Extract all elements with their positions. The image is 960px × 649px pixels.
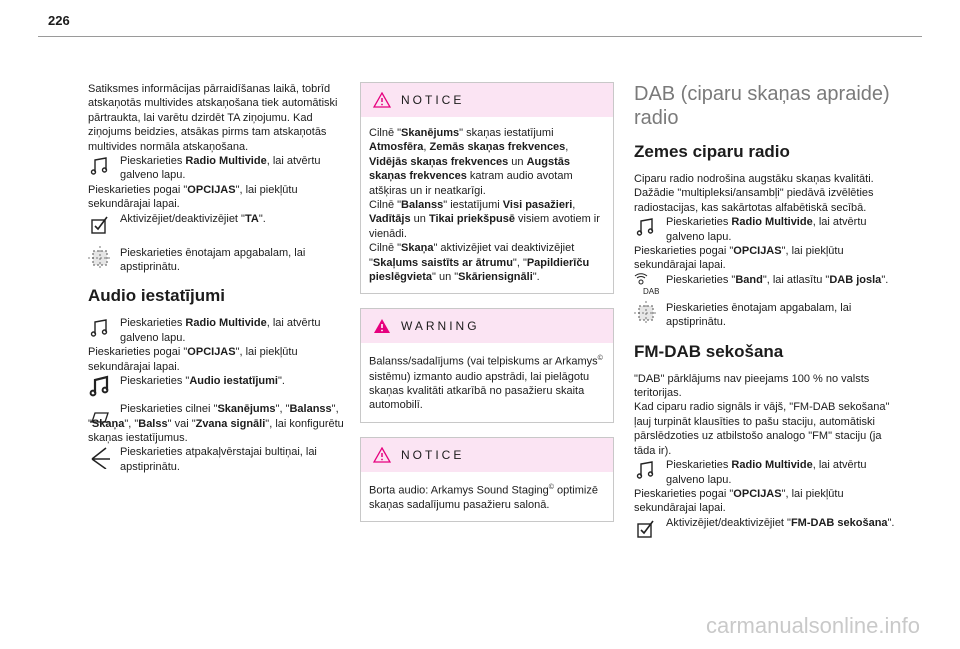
dab-step-band: DAB Pieskarieties "Band", lai atlasītu "DAB josla". (634, 273, 896, 301)
heading-audio-settings: Audio iestatījumi (88, 286, 225, 306)
step-options: Pieskarieties pogai "OPCIJAS", lai piekļūtu sekundārajai lapai. (88, 183, 298, 211)
column-3 (634, 82, 896, 544)
back-arrow-icon (88, 445, 112, 469)
audio-step-tabs: Pieskarieties cilnei "Skanējums", "Balanss", "Skaņa", "Balss" vai "Zvana signāli", lai konfigurētu skaņas iestatījumus. (88, 403, 344, 444)
dab-step-confirm: Pieskarieties ēnotajam apgabalam, lai apstiprinātu. (634, 301, 896, 330)
step-radio-multimedia: Pieskarieties Radio Multivide, lai atvērtu galveno lapu. (88, 154, 350, 183)
warning-body: Balanss/sadalījums (vai telpiskums ar Arkamys© sistēmu) izmanto audio apstrādi, lai pielāgotu skaņas kvalitāti atkarībā no pasažieru skaita automobilī. (369, 355, 603, 412)
audio-step-options: Pieskarieties pogai "OPCIJAS", lai piekļūtu sekundārajai lapai. (88, 346, 298, 373)
dab-quality-text: Ciparu radio nodrošina augstāku skaņas kvalitāti. (634, 173, 874, 185)
notice-title: NOTICE (401, 92, 465, 107)
notice-box-1 (360, 82, 614, 294)
audio-step-settings: Pieskarieties "Audio iestatījumi". (88, 374, 350, 402)
fm-step-radio-multimedia: Pieskarieties Radio Multivide, lai atvērtu galveno lapu. (634, 458, 896, 487)
audio-step-radio-multimedia: Pieskarieties Radio Multivide, lai atvērtu galveno lapu. (88, 316, 350, 345)
warning-triangle-icon (373, 92, 391, 108)
fm-step-options: Pieskarieties pogai "OPCIJAS", lai piekļūtu sekundārajai lapai. (634, 487, 844, 515)
music-note-icon (88, 316, 112, 340)
warning-filled-icon (373, 318, 391, 334)
music-note-bold-icon (88, 374, 112, 398)
music-note-icon (634, 215, 658, 239)
heading-terrestrial: Zemes ciparu radio (634, 142, 790, 161)
step-confirm-shaded: Pieskarieties ēnotajam apgabalam, lai apstiprinātu. (88, 246, 350, 275)
step-ta-toggle: Aktivizējiet/deaktivizējiet "TA". (88, 212, 350, 240)
shaded-area-icon (634, 301, 658, 325)
heading-fm-dab: FM-DAB sekošana (634, 341, 784, 361)
warning-title: WARNING (401, 319, 480, 334)
dab-title: DAB (ciparu skaņas apraide) radio (634, 83, 890, 129)
fm-step-toggle: Aktivizējiet/deaktivizējiet "FM-DAB sekošana". (634, 516, 896, 544)
warning-triangle-icon (373, 447, 391, 463)
notice-header (361, 83, 613, 117)
notice-body: Cilnē "Skanējums" skaņas iestatījumi Atmosfēra, Zemās skaņas frekvences, Vidējās skaņas frekvences un Augstās skaņas frekvences katram audio avotam atšķiras un ir neatkarīgi. Cilnē "Balanss" iestatījumi Visi pasažieri, Vadītājs un Tikai priekšpusē visiem avotiem ir vienādi. Cilnē "Skaņa" aktivizējiet vai deaktivizējiet "Skaļums saistīts ar ātrumu", "Papildierīču pieslēgvieta" un "Skāriensignāli". (369, 127, 600, 284)
notice-title: NOTICE (401, 447, 465, 462)
notice-body: Borta audio: Arkamys Sound Staging© optimizē skaņas sadalījumu pasažieru salonā. (369, 483, 598, 511)
dab-icon-label: DAB (643, 286, 660, 296)
checkbox-icon (88, 212, 112, 236)
warning-box (360, 308, 614, 422)
music-note-icon (88, 154, 112, 178)
dab-icon (634, 273, 666, 297)
dab-step-options: Pieskarieties pogai "OPCIJAS", lai piekļūtu sekundārajai lapai. (634, 245, 844, 272)
tab-icon (88, 404, 112, 428)
notice-header (361, 438, 613, 472)
fm-dab-coverage-text: "DAB" pārklājums nav pieejams 100 % no valsts teritorijas. (634, 372, 870, 400)
notice-box-2 (360, 437, 614, 522)
header-rule (38, 36, 922, 37)
checkbox-icon (634, 516, 658, 540)
column-1 (88, 82, 350, 474)
shaded-area-icon (88, 246, 112, 270)
music-note-icon (634, 458, 658, 482)
ta-intro: Satiksmes informācijas pārraidīšanas laikā, tobrīd atskaņotās multivides atskaņošana tiek automātiski pārtraukta, lai varētu dzirdēt TA ziņojumu. Kad ziņojums beidzies, atsākas pirms tam atskaņotās multivides normāla atskaņošana. (88, 83, 338, 153)
column-2 (360, 82, 614, 536)
dab-multiplex-text: Dažādie "multipleksi/ansambļi" piedāvā izvēlēties radiostacijas, kas sakārtotas alfabētiskā secībā. (634, 187, 874, 214)
audio-step-back: Pieskarieties atpakaļvērstajai bultiņai, lai apstiprinātu. (88, 445, 350, 474)
dab-step-radio-multimedia: Pieskarieties Radio Multivide, lai atvērtu galveno lapu. (634, 215, 896, 244)
fm-dab-follow-text: Kad ciparu radio signāls ir vājš, "FM-DAB sekošana" ļauj turpināt klausīties to pašu staciju, automātiski pārslēdzoties uz atbilstošo analogo "FM" staciju (ja tāda ir). (634, 401, 890, 457)
warning-header (361, 309, 613, 343)
page-number: 226 (48, 13, 70, 28)
watermark: carmanualsonline.info (705, 613, 920, 638)
